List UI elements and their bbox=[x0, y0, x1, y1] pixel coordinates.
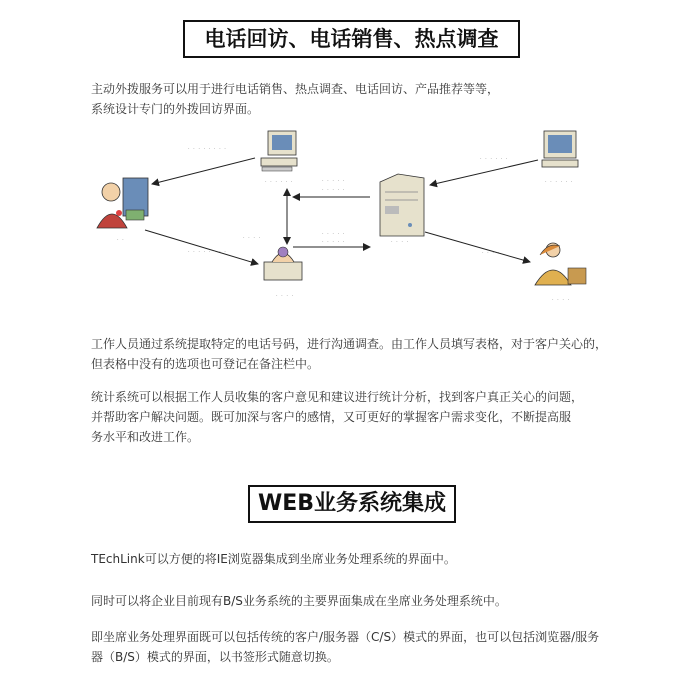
intro-line: 主动外拨服务可以用于进行电话销售、热点调查、电话回访、产品推荐等等， bbox=[91, 82, 500, 96]
section-title-web: WEB业务系统集成 bbox=[248, 485, 456, 523]
web-line: 同时可以将企业目前现有B/S业务系统的主要界面集成在坐席业务处理系统中。 bbox=[91, 594, 507, 608]
statistics-line: 务水平和改进工作。 bbox=[91, 430, 200, 444]
agent-person-icon bbox=[97, 178, 148, 228]
statistics-line: 并帮助客户解决问题。既可加深与客户的感情，又可更好的掌握客户需求变化，不断提高服 bbox=[91, 410, 572, 424]
right-bottom-arrow-label: · · · · bbox=[482, 250, 501, 256]
server-top-label: · · · · · bbox=[322, 178, 346, 184]
right-top-arrow-label: · · · · · · bbox=[480, 156, 509, 162]
left-bottom-arrow-label: · · · · · · · · bbox=[188, 249, 227, 255]
server-label: · · · · bbox=[391, 239, 410, 245]
arrow-right-pc-to-server bbox=[430, 160, 538, 185]
phone-operator-icon bbox=[264, 247, 302, 280]
customer-label: · · · · bbox=[552, 297, 571, 303]
web-line: 器（B/S）模式的界面，以书签形式随意切换。 bbox=[91, 650, 339, 664]
arrow-top-pc-to-agent bbox=[152, 158, 255, 184]
agent-label: · · bbox=[117, 237, 125, 243]
arrow-agent-to-phone bbox=[145, 230, 258, 264]
process-line: 工作人员通过系统提取特定的电话号码，进行沟通调查。由工作人员填写表格，对于客户关心的， bbox=[91, 337, 608, 351]
server-bottom-arrow-label: · · · · · bbox=[322, 231, 346, 237]
outbound-call-diagram bbox=[0, 0, 700, 320]
desktop-pc-icon-right bbox=[542, 131, 578, 167]
process-line: 但表格中没有的选项也可登记在备注栏中。 bbox=[91, 357, 320, 371]
arrow-server-to-customer bbox=[425, 232, 530, 262]
section-title-telephone: 电话回访、电话销售、热点调查 bbox=[183, 20, 520, 58]
process-paragraph bbox=[91, 334, 651, 374]
web-paragraph-2 bbox=[91, 591, 651, 611]
intro-line: 系统设计专门的外拨回访界面。 bbox=[91, 102, 260, 116]
server-mid-label: · · · · · bbox=[322, 187, 346, 193]
server-tower-icon bbox=[380, 174, 424, 236]
right-pc-label: · · · · · · bbox=[545, 179, 574, 185]
phone-label: · · · · bbox=[276, 293, 295, 299]
statistics-paragraph bbox=[91, 387, 651, 447]
web-paragraph-3 bbox=[91, 627, 651, 667]
server-bottom-arrow-label-2: · · · · · bbox=[322, 239, 346, 245]
web-paragraph-1 bbox=[91, 549, 651, 569]
web-line: 即坐席业务处理界面既可以包括传统的客户/服务器（C/S）模式的界面，也可以包括浏览器/服务 bbox=[91, 630, 600, 644]
web-line: TEchLink可以方便的将IE浏览器集成到坐席业务处理系统的界面中。 bbox=[91, 552, 456, 566]
top-pc-label: · · · · · · bbox=[265, 179, 294, 185]
top-left-arrow-label: · · · · · · · · bbox=[188, 146, 227, 152]
customer-person-icon bbox=[535, 243, 586, 285]
statistics-line: 统计系统可以根据工作人员收集的客户意见和建议进行统计分析，找到客户真正关心的问题， bbox=[91, 390, 584, 404]
desktop-pc-icon-top bbox=[261, 131, 297, 171]
phone-arrow-label: · · · · bbox=[243, 235, 262, 241]
